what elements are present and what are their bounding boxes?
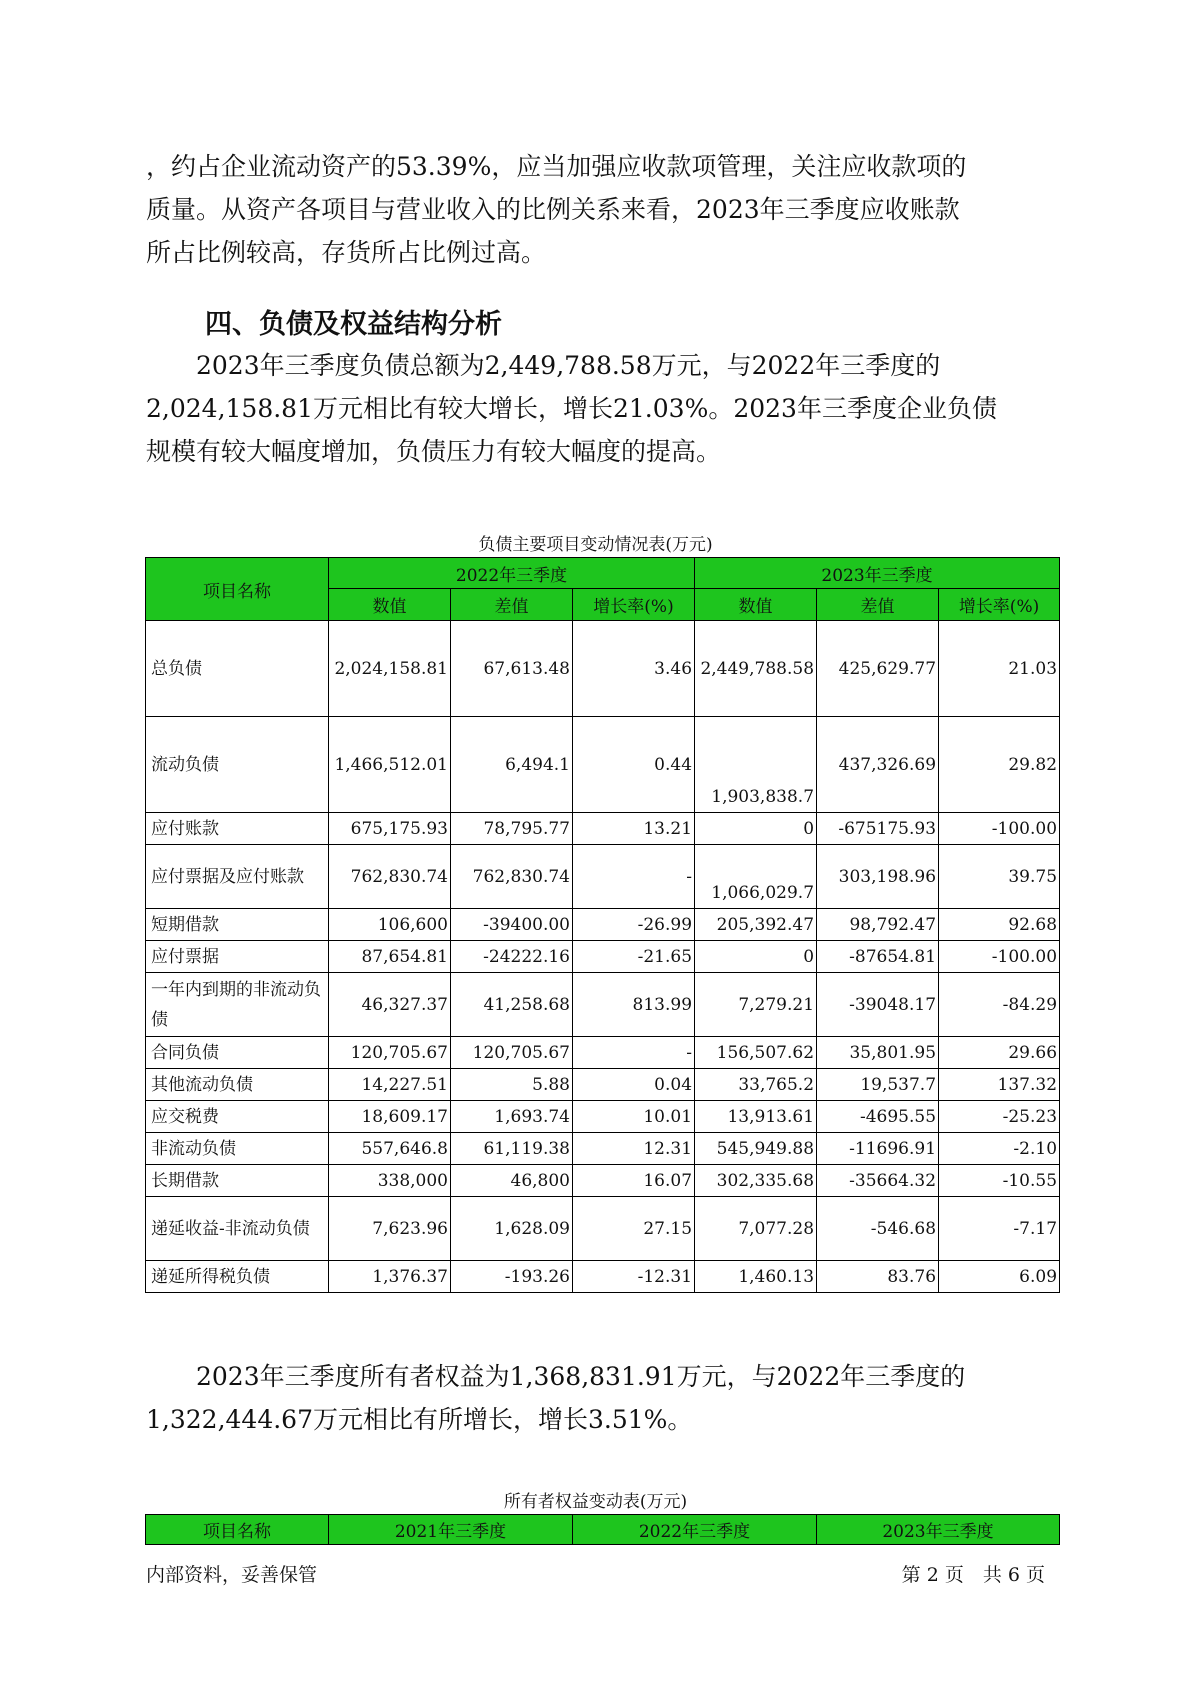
value-2022: 2,024,158.81 — [329, 621, 451, 717]
rate-2022: 0.04 — [573, 1069, 695, 1101]
value-2023: 2,449,788.58 — [695, 621, 817, 717]
rate-2022: 13.21 — [573, 813, 695, 845]
value-2022: 557,646.8 — [329, 1133, 451, 1165]
diff-2022: 762,830.74 — [451, 845, 573, 909]
table-row — [146, 813, 1060, 845]
period-2023-header: 2023年三季度 — [817, 1515, 1060, 1545]
table1-caption: 负债主要项目变动情况表(万元) — [478, 535, 713, 555]
diff-header: 差值 — [817, 589, 939, 621]
value-2022: 7,623.96 — [329, 1197, 451, 1261]
item-name: 应付票据 — [146, 941, 329, 973]
value-2023: 1,903,838.7 — [695, 717, 817, 813]
liabilities-change-table — [145, 557, 1060, 1293]
rate-2023: -10.55 — [939, 1165, 1060, 1197]
rate-2023: -100.00 — [939, 813, 1060, 845]
table-row — [146, 941, 1060, 973]
value-2023: 545,949.88 — [695, 1133, 817, 1165]
rate-2022: - — [573, 845, 695, 909]
item-name: 短期借款 — [146, 909, 329, 941]
rate-2022: -21.65 — [573, 941, 695, 973]
item-name: 其他流动负债 — [146, 1069, 329, 1101]
rate-2022: 3.46 — [573, 621, 695, 717]
equity-change-table — [145, 1514, 1060, 1545]
value-2023: 13,913.61 — [695, 1101, 817, 1133]
value-2022: 106,600 — [329, 909, 451, 941]
item-name: 应付票据及应付账款 — [146, 845, 329, 909]
value-2022: 46,327.37 — [329, 973, 451, 1037]
rate-2023: 21.03 — [939, 621, 1060, 717]
table-row — [146, 1037, 1060, 1069]
diff-2023: 437,326.69 — [817, 717, 939, 813]
period-2021-header: 2021年三季度 — [329, 1515, 573, 1545]
value-2022: 120,705.67 — [329, 1037, 451, 1069]
diff-2022: 46,800 — [451, 1165, 573, 1197]
diff-2022: 5.88 — [451, 1069, 573, 1101]
diff-2023: -546.68 — [817, 1197, 939, 1261]
section-heading: 四、负债及权益结构分析 — [205, 309, 502, 340]
diff-2023: -11696.91 — [817, 1133, 939, 1165]
rate-2022: -26.99 — [573, 909, 695, 941]
footer-left: 内部资料，妥善保管 — [146, 1564, 318, 1586]
rate-2023: 137.32 — [939, 1069, 1060, 1101]
diff-2022: 1,693.74 — [451, 1101, 573, 1133]
table-row — [146, 1133, 1060, 1165]
diff-2022: 6,494.1 — [451, 717, 573, 813]
item-name: 合同负债 — [146, 1037, 329, 1069]
table-row — [146, 1101, 1060, 1133]
table-row — [146, 1069, 1060, 1101]
rate-2023: -7.17 — [939, 1197, 1060, 1261]
diff-2023: 303,198.96 — [817, 845, 939, 909]
period-2022-header: 2022年三季度 — [329, 558, 695, 589]
liabilities-line: 规模有较大幅度增加，负债压力有较大幅度的提高。 — [146, 437, 722, 466]
liabilities-paragraph — [146, 344, 1046, 473]
diff-2023: 98,792.47 — [817, 909, 939, 941]
diff-2023: -4695.55 — [817, 1101, 939, 1133]
rate-2022: -12.31 — [573, 1261, 695, 1293]
item-name: 长期借款 — [146, 1165, 329, 1197]
rate-2022: 27.15 — [573, 1197, 695, 1261]
value-2023: 0 — [695, 813, 817, 845]
value-2023: 7,279.21 — [695, 973, 817, 1037]
value-2023: 205,392.47 — [695, 909, 817, 941]
diff-2023: -35664.32 — [817, 1165, 939, 1197]
table2-caption: 所有者权益变动表(万元) — [503, 1492, 688, 1512]
diff-2022: 67,613.48 — [451, 621, 573, 717]
item-name: 递延所得税负债 — [146, 1261, 329, 1293]
value-2022: 762,830.74 — [329, 845, 451, 909]
value-2023: 7,077.28 — [695, 1197, 817, 1261]
value-2022: 1,376.37 — [329, 1261, 451, 1293]
table-row — [146, 973, 1060, 1037]
liabilities-line: 2,024,158.81万元相比有较大增长，增长21.03%。2023年三季度企业负债 — [146, 394, 997, 423]
item-name: 流动负债 — [146, 717, 329, 813]
rate-2023: 6.09 — [939, 1261, 1060, 1293]
value-2023: 33,765.2 — [695, 1069, 817, 1101]
item-name-header: 项目名称 — [146, 1515, 329, 1545]
rate-2023: 92.68 — [939, 909, 1060, 941]
rate-2022: 0.44 — [573, 717, 695, 813]
rate-2022: - — [573, 1037, 695, 1069]
page-number: 第 2 页 共 6 页 — [901, 1564, 1045, 1586]
diff-2023: 425,629.77 — [817, 621, 939, 717]
value-2023: 0 — [695, 941, 817, 973]
rate-2022: 10.01 — [573, 1101, 695, 1133]
value-2023: 156,507.62 — [695, 1037, 817, 1069]
diff-2023: -39048.17 — [817, 973, 939, 1037]
rate-2023: -2.10 — [939, 1133, 1060, 1165]
diff-2022: -39400.00 — [451, 909, 573, 941]
value-2022: 1,466,512.01 — [329, 717, 451, 813]
rate-header: 增长率(%) — [573, 589, 695, 621]
rate-2023: 29.66 — [939, 1037, 1060, 1069]
table-row — [146, 621, 1060, 717]
value-2023: 302,335.68 — [695, 1165, 817, 1197]
rate-2023: -100.00 — [939, 941, 1060, 973]
value-2022: 14,227.51 — [329, 1069, 451, 1101]
liabilities-line: 2023年三季度负债总额为2,449,788.58万元，与2022年三季度的 — [146, 351, 941, 380]
diff-2022: -193.26 — [451, 1261, 573, 1293]
item-name: 总负债 — [146, 621, 329, 717]
table-row — [146, 1165, 1060, 1197]
equity-paragraph — [146, 1355, 1046, 1441]
rate-header: 增长率(%) — [939, 589, 1060, 621]
rate-2023: -84.29 — [939, 973, 1060, 1037]
rate-2022: 12.31 — [573, 1133, 695, 1165]
diff-2023: 35,801.95 — [817, 1037, 939, 1069]
equity-line: 2023年三季度所有者权益为1,368,831.91万元，与2022年三季度的 — [146, 1362, 966, 1391]
rate-2022: 16.07 — [573, 1165, 695, 1197]
table-row — [146, 845, 1060, 909]
value-2022: 18,609.17 — [329, 1101, 451, 1133]
intro-line: ，约占企业流动资产的53.39%，应当加强应收款项管理，关注应收款项的 — [146, 152, 967, 181]
value-2022: 87,654.81 — [329, 941, 451, 973]
table-row — [146, 909, 1060, 941]
diff-2023: 83.76 — [817, 1261, 939, 1293]
value-2022: 675,175.93 — [329, 813, 451, 845]
diff-2022: -24222.16 — [451, 941, 573, 973]
value-2023: 1,066,029.7 — [695, 845, 817, 909]
table-row — [146, 717, 1060, 813]
diff-header: 差值 — [451, 589, 573, 621]
value-2022: 338,000 — [329, 1165, 451, 1197]
item-name: 递延收益-非流动负债 — [146, 1197, 329, 1261]
diff-2022: 1,628.09 — [451, 1197, 573, 1261]
value-header: 数值 — [695, 589, 817, 621]
period-2022-header: 2022年三季度 — [573, 1515, 817, 1545]
item-name-header: 项目名称 — [146, 558, 329, 621]
rate-2022: 813.99 — [573, 973, 695, 1037]
diff-2023: 19,537.7 — [817, 1069, 939, 1101]
item-name: 非流动负债 — [146, 1133, 329, 1165]
table-row — [146, 1261, 1060, 1293]
diff-2023: -675175.93 — [817, 813, 939, 845]
diff-2022: 78,795.77 — [451, 813, 573, 845]
intro-line: 所占比例较高，存货所占比例过高。 — [146, 238, 547, 267]
diff-2022: 61,119.38 — [451, 1133, 573, 1165]
diff-2023: -87654.81 — [817, 941, 939, 973]
equity-line: 1,322,444.67万元相比有所增长，增长3.51%。 — [146, 1405, 693, 1434]
rate-2023: 39.75 — [939, 845, 1060, 909]
rate-2023: -25.23 — [939, 1101, 1060, 1133]
table-row — [146, 1197, 1060, 1261]
period-2023-header: 2023年三季度 — [695, 558, 1060, 589]
rate-2023: 29.82 — [939, 717, 1060, 813]
value-header: 数值 — [329, 589, 451, 621]
intro-line: 质量。从资产各项目与营业收入的比例关系来看，2023年三季度应收账款 — [146, 195, 960, 224]
intro-paragraph — [146, 145, 1046, 274]
item-name: 应付账款 — [146, 813, 329, 845]
diff-2022: 120,705.67 — [451, 1037, 573, 1069]
diff-2022: 41,258.68 — [451, 973, 573, 1037]
item-name: 应交税费 — [146, 1101, 329, 1133]
item-name: 一年内到期的非流动负债 — [146, 973, 329, 1037]
value-2023: 1,460.13 — [695, 1261, 817, 1293]
